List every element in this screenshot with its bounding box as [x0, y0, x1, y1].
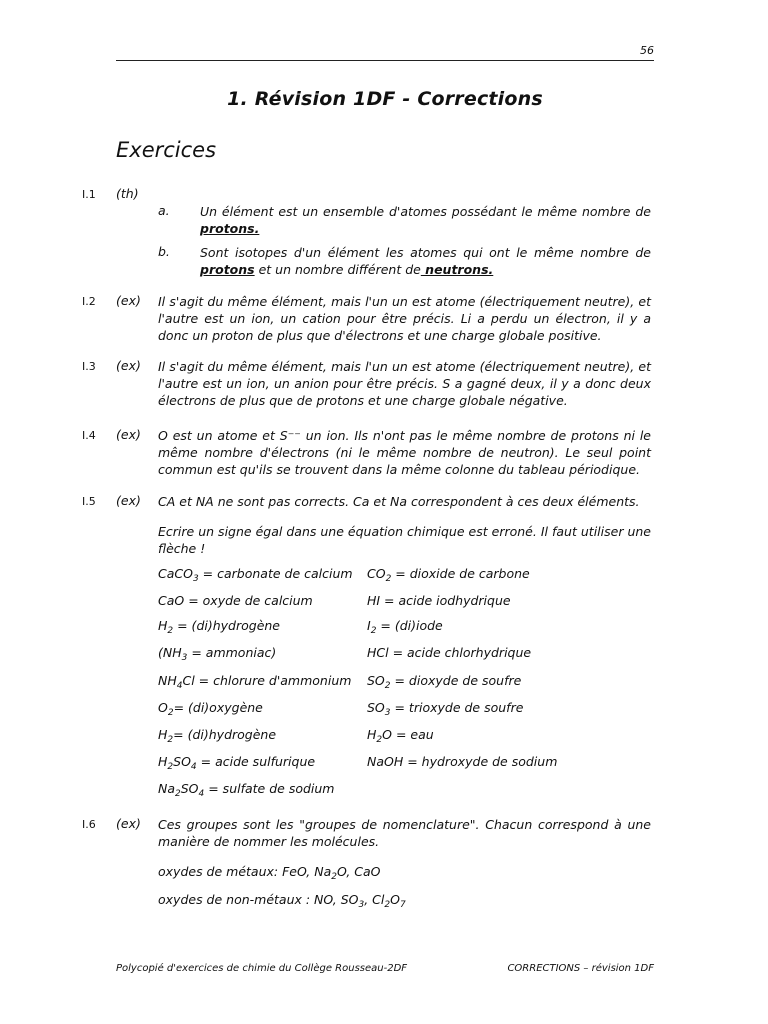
formula-nh3: ($NH_3$ = ammoniac) [158, 645, 277, 663]
item-label-1-4: I.4 [82, 429, 96, 442]
formula-h2: $H_2$ = (di)hydrogène [158, 618, 281, 636]
term-protons: protons. [200, 221, 260, 236]
section-title: Exercices [116, 138, 217, 162]
item-label-1-6: I.6 [82, 818, 96, 831]
item-label-1-5: I.5 [82, 495, 96, 508]
page-number: 56 [640, 44, 654, 57]
formula-o2: $O_2=$ (di)oxygène [158, 700, 263, 718]
formula-na2so4: $Na_2SO_4$ = sulfate de sodium [158, 781, 335, 799]
formula-nh4cl: $NH_4Cl$ = chlorure d'ammonium [158, 673, 352, 691]
term-neutrons: neutrons. [420, 262, 494, 277]
item-tag-1-5: (ex) [116, 493, 141, 508]
formula-h2-repeat: $H_2=$ (di)hydrogène [158, 727, 277, 745]
answer-1-6: Ces groupes sont les "groupes de nomenclature". Chacun correspond à une manière de nommer les molécules. [158, 817, 651, 849]
answer-1-5-note: Ecrire un signe égal dans une équation chimique est erroné. Il faut utiliser une flèche ! [158, 524, 651, 556]
formula-so2: $SO_2$ = dioxyde de soufre [367, 673, 522, 691]
answer-1-4: O est un atome et S⁻⁻ un ion. Ils n'ont pas le même nombre de protons ni le même nombre d'électrons (ni le même nombre de neutron). Le seul point commun est qu'ils se trouvent dans la même colonne du tableau périodique. [158, 428, 651, 477]
chapter-title: 1. Révision 1DF - Corrections [227, 88, 543, 110]
item-tag-1-6: (ex) [116, 816, 141, 831]
formula-h2so4: $H_2SO_4$ = acide sulfurique [158, 754, 316, 772]
term-protons: protons [200, 262, 255, 277]
item-tag-1-1: (th) [116, 186, 139, 201]
answer-1-3: Il s'agit du même élément, mais l'un un est atome (électriquement neutre), et l'autre est un ion, un anion pour être précis. S a gagné deux, il y a donc deux électrons de plus que de protons et une charge globale négative. [158, 359, 651, 408]
formula-hi: HI = acide iodhydrique [367, 593, 511, 608]
item-label-1-3: I.3 [82, 360, 96, 373]
definition-isotopes: Sont isotopes d'un élément les atomes qui ont le même nombre de protons et un nombre différent de neutrons. [200, 245, 651, 277]
item-label-1-2: I.2 [82, 295, 96, 308]
formula-h2o: $H_2O$ = eau [367, 727, 434, 745]
sub-letter-a: a. [158, 203, 170, 218]
nonmetal-oxides-line: oxydes de non-métaux : NO, $SO_3$, $Cl_2O_7$ [158, 892, 406, 910]
item-tag-1-4: (ex) [116, 427, 141, 442]
footer-left: Polycopié d'exercices de chimie du Collège Rousseau-2DF [116, 963, 408, 974]
header-rule [116, 60, 654, 61]
formula-naoh: NaOH = hydroxyde de sodium [367, 754, 558, 769]
answer-1-5-intro: CA et NA ne sont pas corrects. Ca et Na correspondent à ces deux éléments. [158, 494, 640, 509]
formula-caco3: CaCO$_3$ = carbonate de calcium [158, 566, 353, 584]
footer-right: CORRECTIONS – révision 1DF [507, 963, 654, 974]
definition-element: Un élément est un ensemble d'atomes possédant le même nombre de protons. [200, 204, 651, 236]
formula-so3: $SO_3$ = trioxyde de soufre [367, 700, 524, 718]
sub-letter-b: b. [158, 244, 170, 259]
formula-co2: $CO_2$ = dioxide de carbone [367, 566, 530, 584]
formula-cao: CaO = oxyde de calcium [158, 593, 313, 608]
formula-hcl: HCl = acide chlorhydrique [367, 645, 532, 660]
item-label-1-1: I.1 [82, 188, 96, 201]
answer-1-2: Il s'agit du même élément, mais l'un un est atome (électriquement neutre), et l'autre est un ion, un cation pour être précis. Li a perdu un électron, il y a donc un proton de plus que d'électrons et une charge globale positive. [158, 294, 651, 343]
item-tag-1-3: (ex) [116, 358, 141, 373]
metal-oxides-line: oxydes de métaux: FeO, $Na_2O$, CaO [158, 864, 381, 882]
formula-i2: $I_2$ = (di)iode [367, 618, 443, 636]
item-tag-1-2: (ex) [116, 293, 141, 308]
